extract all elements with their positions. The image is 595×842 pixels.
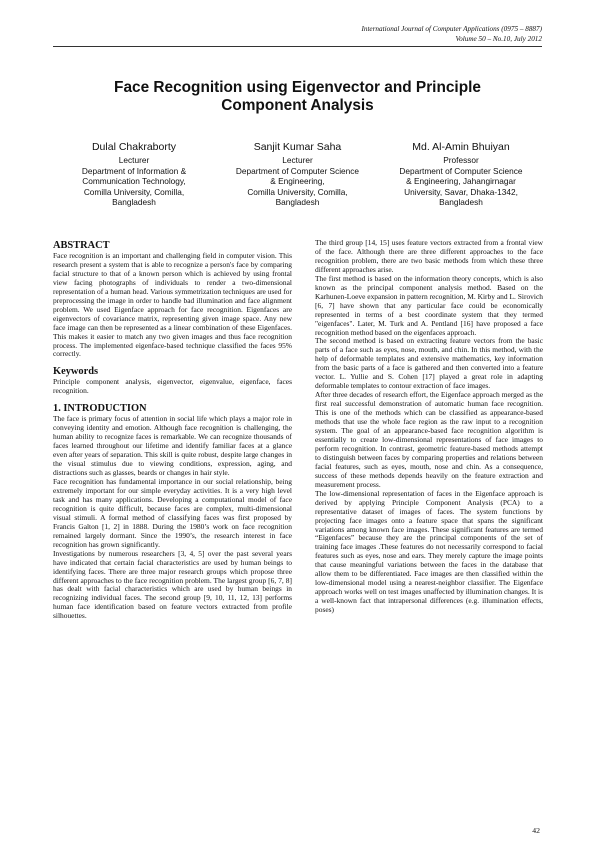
author-affiliation: & Engineering, [270,176,325,187]
author-affiliation: Communication Technology, [82,176,186,187]
paper-title-line-1: Face Recognition using Eigenvector and Principle [114,79,481,96]
body-paragraph: The low-dimensional representation of faces in the Eigenface approach is derived by applying Principle Component Analysis (PCA) to a representative dataset of images of faces. The system functions by projecting face images onto a feature space that spans the significant variations among known face images. These significant features are termed “Eigenfaces” because they are the principal components of the set of training face images .These features do not necessarily correspond to facial features such as eyes, nose and ears. They merely capture the image points that cause meaningful variations between the faces in the database that allow them to be differentiated. Face images are then classified within the low-dimensional model using a nearest-neighbor classifier. The Eigenface approach works well on test images unaffected by illumination changes. It is a well-known fact that intrapersonal differences (e.g. illumination effects, poses) [315,488,543,615]
author-2 [217,141,379,208]
author-role: Professor [443,155,479,165]
header-rule [53,46,542,47]
author-role: Lecturer [118,155,150,165]
paper-title [60,79,535,115]
body-paragraph: The third group [14, 15] uses feature vectors extracted from a frontal view of the face. Although there are three different approaches to the face recognition problem, there are two basic methods from which these three different approaches arise. [315,238,543,274]
author-role: Lecturer [282,155,313,165]
author-1 [53,141,215,208]
author-name: Dulal Chakraborty [91,141,177,153]
keywords-heading: Keywords [53,366,99,378]
author-affiliation: Bangladesh [275,197,320,208]
author-affiliation: Department of Information & [81,165,187,176]
journal-volume: Volume 50 – No.10, July 2012 [455,35,542,43]
author-affiliation: Department of Computer Science [235,165,360,176]
keywords-text: Principle component analysis, eigenvector, eigenvalue, eigenface, faces recognition. [53,377,292,396]
author-affiliation: Bangladesh [439,197,483,208]
introduction-paragraph: Investigations by numerous researchers [3, 4, 5] over the past several years have indicated that certain facial characteristics are used by human beings to identifying faces. There are three major research groups which propose three different approaches to the face recognition problem. The largest group [6, 7, 8] has dealt with facial characteristics which are used by human beings in recognizing individual faces. The second group [9, 10, 11, 12, 13] performs human face identification based on feature vectors extracted from profile silhouettes. [53,548,292,621]
abstract-text: Face recognition is an important and challenging field in computer vision. This research present a system that is able to recognize a person's face by comparing facial structure to that of a known person which is achieved by using frontal view facing photographs of individuals to render a two-dimensional representation of a human head. Various symmetrization techniques are used for preprocessing the image in order to handle bad illumination and face alignment problem. We used Eigenface approach for face recognition. Eigenfaces are eigenvectors of covariance matrix, representing given image space. Any new face image can then be represented as a linear combination of these Eigenfaces. This makes it easier to match any two given images and thus face recognition process. The implemented eigenface-based technique classified the faces 95% correctly. [53,251,292,359]
body-paragraph: The second method is based on extracting feature vectors from the basic parts of a face such as eyes, nose, mouth, and chin. In this method, with the help of deformable templates and extensive mathematics, key information from the basic parts of a face is gathered and then converted into a feature vector. L. Yullie and S. Cohen [17] played a great role in adapting deformable templates to contour extraction of face images. [315,336,543,391]
body-paragraph: After three decades of research effort, the Eigenface approach merged as the first real successful demonstration of automatic human face recognition. This is one of the methods which can be classified as appearance-based methods that use the whole face region as the raw input to a recognition system. The goal of an appearance-based face recognition algorithm is essentially to create low-dimensional representations of face images to perform recognition. In contrast, geometric feature-based methods attempt to distinguish between faces by comparing properties and relations between facial features, such as eyes, mouth, nose and chin. As a consequence, success of these methods depends heavily on the feature extraction and measurement process. [315,390,543,489]
section-gap [53,359,292,366]
author-name: Md. Al-Amin Bhuiyan [412,141,510,153]
section-gap [53,396,292,403]
author-affiliation: Comilla University, Comilla, [247,186,348,197]
author-affiliation: University, Savar, Dhaka-1342, [404,186,518,197]
author-3 [380,141,542,208]
author-affiliation: Bangladesh [112,197,156,208]
author-affiliation: & Engineering, Jahangirnagar [406,176,516,187]
page-number: 42 [532,826,540,835]
author-affiliation: Department of Computer Science [399,165,523,176]
abstract-heading: ABSTRACT [53,240,110,251]
author-affiliation: Comilla University, Comilla, [83,186,185,197]
right-column [315,239,543,615]
introduction-paragraph: The face is primary focus of attention in social life which plays a major role in conveying identity and emotion. Although face recognition is challenging, the human ability to recognize faces is remarkable. We can recognize thousands of faces learned throughout our lifetime and identify familiar faces at a glance even after years of separation. This skill is quite robust, despite large changes in the visual stimulus due to viewing conditions, expression, aging, and distractions such as glasses, beards or changes in hair style. [53,414,292,478]
journal-header [361,24,542,44]
paper-title-line-2: Component Analysis [221,97,374,114]
journal-name: International Journal of Computer Applications (0975 – 8887) [361,25,542,33]
author-name: Sanjit Kumar Saha [253,141,342,153]
left-column [53,240,292,621]
body-paragraph: The first method is based on the information theory concepts, which is also known as the principal component analysis method. Based on the Karhunen-Loeve expansion in pattern recognition, M. Kirby and L. Sirovich [6, 7] have shown that any particular face could be economically represented in terms of a best coordinate system that they termed "eigenfaces". Later, M. Turk and A. Pentland [16] have proposed a face recognition method based on the eigenfaces approach. [315,273,543,337]
author-block [53,141,542,208]
introduction-paragraph: Face recognition has fundamental importance in our social relationship, being extremely important for our simple everyday activities. It is a very high level task and has many applications. Developing a computational model of face recognition is quite difficult, because faces are complex, multi-dimensional visual stimuli. A formal method of classifying faces was first proposed by Francis Galton [1, 2] in 1888. During the 1980’s work on face recognition remained largely dormant. Since the 1990’s, the research interest in face recognition has grown significantly. [53,477,292,549]
introduction-heading: 1. INTRODUCTION [53,403,147,415]
